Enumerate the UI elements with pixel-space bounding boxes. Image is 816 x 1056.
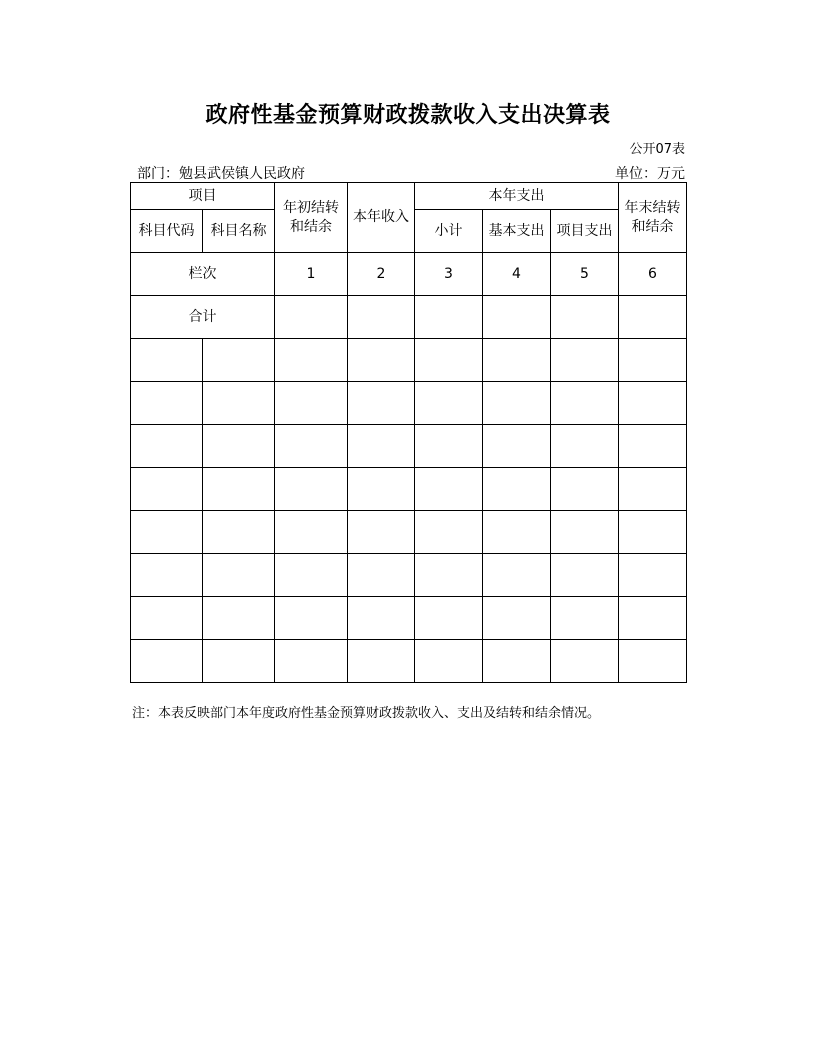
table-row (131, 554, 687, 597)
row-index-label: 栏次 (131, 253, 275, 296)
col-index: 4 (483, 253, 551, 296)
table-cell (131, 339, 203, 382)
table-cell (551, 597, 619, 640)
table-cell (348, 382, 415, 425)
table-cell (348, 511, 415, 554)
table-cell (551, 296, 619, 339)
table-row (131, 425, 687, 468)
table-cell (415, 339, 483, 382)
table-cell (275, 597, 348, 640)
table-cell (131, 511, 203, 554)
table-row (131, 597, 687, 640)
table-cell (551, 640, 619, 683)
table-cell (619, 382, 687, 425)
header-subtotal: 小计 (415, 210, 483, 253)
table-cell (483, 597, 551, 640)
table-cell (203, 425, 275, 468)
table-cell (551, 468, 619, 511)
table-cell (131, 597, 203, 640)
table-row (131, 382, 687, 425)
table-cell (619, 296, 687, 339)
table-cell (203, 554, 275, 597)
table-cell (131, 554, 203, 597)
table-cell (483, 425, 551, 468)
table-cell (275, 468, 348, 511)
table-cell (348, 425, 415, 468)
col-index: 2 (348, 253, 415, 296)
table-cell (275, 640, 348, 683)
header-opening-balance (275, 183, 348, 253)
table-cell (619, 511, 687, 554)
table-row (131, 339, 687, 382)
table-cell (131, 382, 203, 425)
form-number: 公开07表 (629, 142, 685, 157)
table-cell (203, 468, 275, 511)
table-cell (275, 296, 348, 339)
table-cell (415, 511, 483, 554)
table-cell (619, 554, 687, 597)
table-cell (203, 640, 275, 683)
table-cell (348, 468, 415, 511)
row-index (131, 253, 687, 296)
table-cell (275, 511, 348, 554)
unit-label: 单位：万元 (615, 166, 685, 182)
table-cell (348, 296, 415, 339)
table-cell (551, 339, 619, 382)
table-cell (483, 511, 551, 554)
header-income: 本年收入 (348, 183, 415, 253)
table-cell (203, 382, 275, 425)
table-cell (415, 382, 483, 425)
table-cell (415, 554, 483, 597)
table-cell (619, 425, 687, 468)
table-cell (131, 425, 203, 468)
table-cell (203, 597, 275, 640)
table-row (131, 511, 687, 554)
header-project: 项目支出 (551, 210, 619, 253)
table-cell (619, 640, 687, 683)
table-cell (619, 597, 687, 640)
header-basic: 基本支出 (483, 210, 551, 253)
table-cell (483, 296, 551, 339)
table-cell (619, 339, 687, 382)
header-item: 项目 (131, 183, 275, 210)
col-index: 1 (275, 253, 348, 296)
table-cell (551, 554, 619, 597)
table-cell (348, 339, 415, 382)
table-cell (483, 640, 551, 683)
table-cell (131, 468, 203, 511)
table-cell (483, 554, 551, 597)
col-index: 3 (415, 253, 483, 296)
total-label: 合计 (131, 296, 275, 339)
table-cell (415, 468, 483, 511)
table-cell (348, 554, 415, 597)
table-cell (348, 597, 415, 640)
table-cell (551, 425, 619, 468)
table-cell (131, 640, 203, 683)
table-cell (483, 382, 551, 425)
table-cell (415, 425, 483, 468)
table-cell (203, 511, 275, 554)
table-cell (275, 554, 348, 597)
table-cell (415, 296, 483, 339)
department-label: 部门：勉县武侯镇人民政府 (137, 166, 305, 182)
col-index: 6 (619, 253, 687, 296)
table-cell (348, 640, 415, 683)
header-opening-balance-text: 年初结转和结余 (283, 199, 339, 235)
row-total (131, 296, 687, 339)
table-cell (415, 640, 483, 683)
header-ending-balance (619, 183, 687, 253)
footnote: 注：本表反映部门本年度政府性基金预算财政拨款收入、支出及结转和结余情况。 (132, 706, 601, 721)
header-name: 科目名称 (203, 210, 275, 253)
table-cell (483, 339, 551, 382)
table-row (131, 640, 687, 683)
table-cell (275, 339, 348, 382)
budget-table (130, 182, 687, 683)
table-row (131, 468, 687, 511)
table-cell (551, 511, 619, 554)
page-title: 政府性基金预算财政拨款收入支出决算表 (205, 103, 611, 128)
table-cell (619, 468, 687, 511)
header-code: 科目代码 (131, 210, 203, 253)
table-cell (275, 425, 348, 468)
table-cell (483, 468, 551, 511)
table-cell (551, 382, 619, 425)
table-cell (275, 382, 348, 425)
table-cell (203, 339, 275, 382)
col-index: 5 (551, 253, 619, 296)
header-expenditure: 本年支出 (415, 183, 619, 210)
table-cell (415, 597, 483, 640)
header-ending-balance-text: 年末结转和结余 (624, 199, 681, 235)
